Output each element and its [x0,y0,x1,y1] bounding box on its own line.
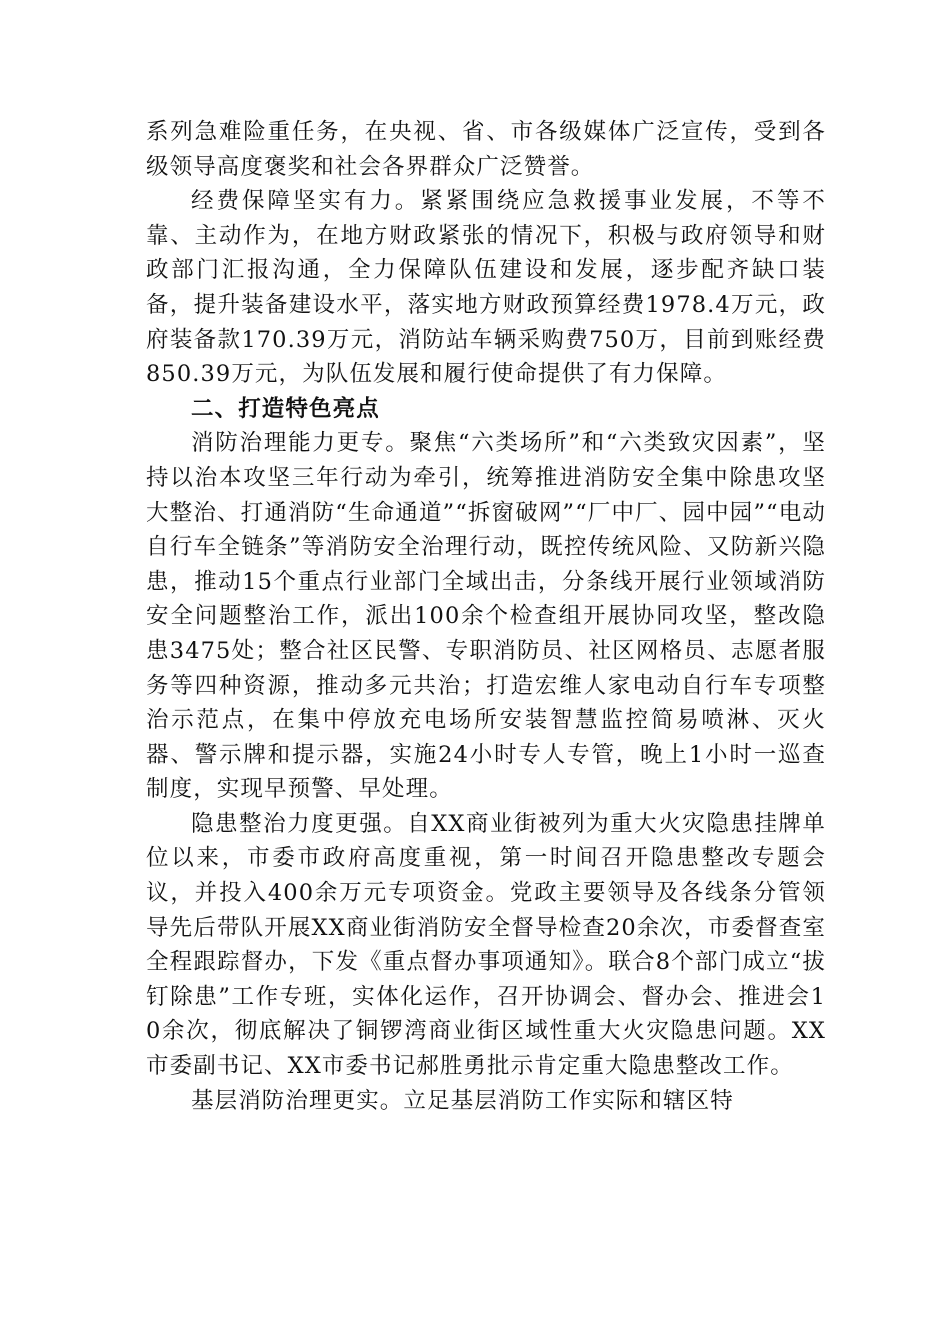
paragraph-funding-guarantee: 经费保障坚实有力。紧紧围绕应急救援事业发展，不等不靠、主动作为，在地方财政紧张的情况下，积极与政府领导和财政部门汇报沟通，全力保障队伍建设和发展，逐步配齐缺口装备，提升装备建设水平，落实地方财政预算经费1978.4万元，政府装备款170.39万元，消防站车辆采购费750万，目前到账经费850.39万元，为队伍发展和履行使命提供了有力保障。 [146,188,826,388]
paragraph-grassroots-governance: 基层消防治理更实。立足基层消防工作实际和辖区特 [191,1087,734,1114]
paragraph-continuation: 系列急难险重任务，在央视、省、市各级媒体广泛宣传，受到各级领导高度褒奖和社会各界群众广泛赞誉。 [146,119,826,180]
document-body [146,115,826,1118]
paragraph-fire-governance: 消防治理能力更专。聚焦“六类场所”和“六类致灾因素”，坚持以治本攻坚三年行动为牵引，统筹推进消防安全集中除患攻坚大整治、打通消防“生命通道”“拆窗破网”“厂中厂、园中园”“电动自行车全链条”等消防安全治理行动，既控传统风险、又防新兴隐患，推动15个重点行业部门全域出击，分条线开展行业领域消防安全问题整治工作，派出100余个检查组开展协同攻坚，整改隐患3475处；整合社区民警、专职消防员、社区网格员、志愿者服务等四种资源，推动多元共治；打造宏维人家电动自行车专项整治示范点，在集中停放充电场所安装智慧监控简易喷淋、灭火器、警示牌和提示器，实施24小时专人专管，晚上1小时一巡查制度，实现早预警、早处理。 [146,430,826,803]
section-heading: 二、打造特色亮点 [191,395,380,422]
paragraph-hazard-rectification: 隐患整治力度更强。自XX商业街被列为重大火灾隐患挂牌单位以来，市委市政府高度重视，第一时间召开隐患整改专题会议，并投入400余万元专项资金。党政主要领导及各线条分管领导先后带队开展XX商业街消防安全督导检查20余次，市委督查室全程跟踪督办，下发《重点督办事项通知》。联合8个部门成立“拔钉除患”工作专班，实体化运作，召开协调会、督办会、推进会10余次，彻底解决了铜锣湾商业街区域性重大火灾隐患问题。XX市委副书记、XX市委书记郝胜勇批示肯定重大隐患整改工作。 [146,810,826,1080]
